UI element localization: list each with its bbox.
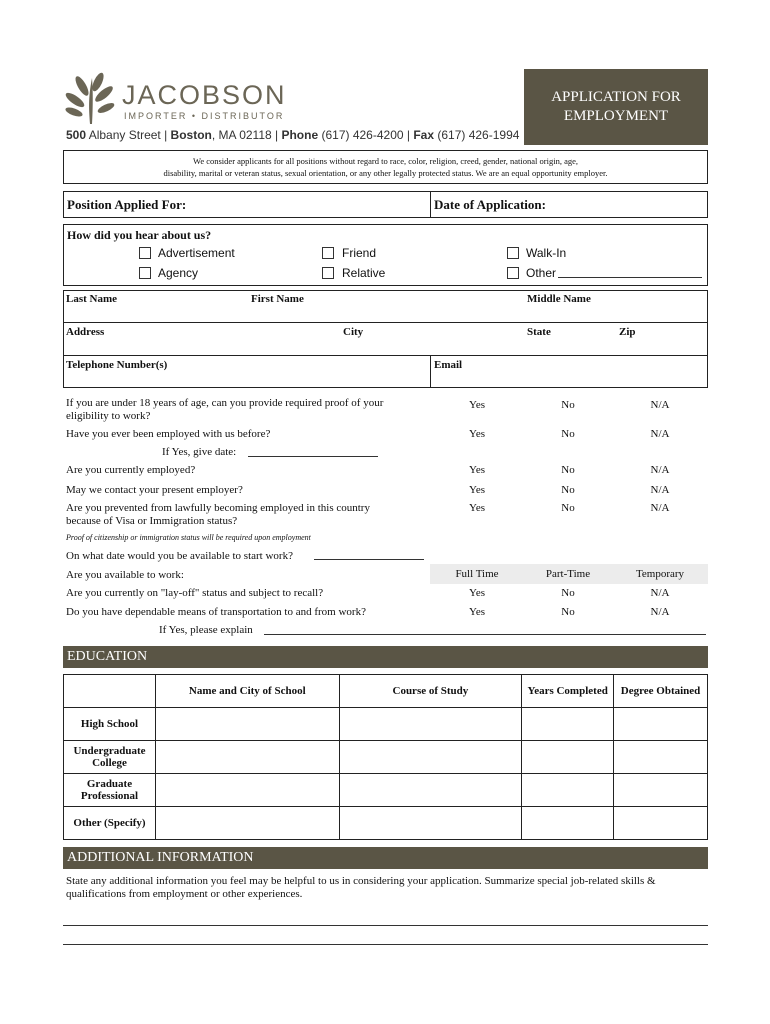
personal-info-grid (63, 290, 708, 388)
question-transportation: Do you have dependable means of transportation to and from work? (66, 606, 366, 618)
label-friend: Friend (342, 246, 377, 260)
edu-row-label: Graduate Professional (64, 774, 156, 807)
checkbox-friend[interactable] (322, 247, 334, 259)
edu-cell[interactable] (522, 807, 614, 840)
edu-cell[interactable] (155, 741, 339, 774)
title-box (524, 69, 708, 145)
additional-line-1[interactable] (63, 925, 708, 926)
q9-yes[interactable]: Yes (468, 606, 485, 618)
other-specify-line[interactable] (558, 277, 702, 278)
city-field[interactable]: City (343, 326, 364, 338)
last-name-field[interactable]: Last Name (66, 293, 118, 305)
label-advertisement: Advertisement (158, 246, 235, 260)
edu-cell[interactable] (155, 774, 339, 807)
q2-date-line[interactable] (248, 456, 378, 457)
start-date-line[interactable] (314, 559, 424, 560)
q4-no[interactable]: No (561, 484, 575, 496)
grid-line-1 (63, 322, 708, 323)
edu-header-years: Years Completed (522, 675, 614, 708)
question-under-18 (66, 397, 383, 423)
q8-yes[interactable]: Yes (468, 587, 485, 599)
brand-tagline: IMPORTER • DISTRIBUTOR (124, 111, 285, 121)
edu-cell[interactable] (155, 708, 339, 741)
q2-yes[interactable]: Yes (468, 428, 485, 440)
grid-line-2 (63, 355, 708, 356)
checkbox-agency[interactable] (139, 267, 151, 279)
temporary-option[interactable]: Temporary (635, 568, 685, 580)
q1-yes[interactable]: Yes (468, 399, 485, 411)
q5-na[interactable]: N/A (650, 502, 670, 514)
notice-line1: We consider applicants for all positions without regard to race, color, religion, creed, gender, national origin, age, (192, 156, 579, 166)
q2-give-date-label: If Yes, give date: (162, 446, 237, 458)
q5-no[interactable]: No (561, 502, 575, 514)
q9-no[interactable]: No (561, 606, 575, 618)
q3-no[interactable]: No (561, 464, 575, 476)
position-divider (430, 191, 431, 218)
phone: (617) 426-4200 | (318, 128, 414, 142)
hear-about-label: How did you hear about us? (67, 228, 212, 242)
edu-cell[interactable] (522, 774, 614, 807)
additional-line1: State any additional information you feel may be helpful to us in considering your application. Summarize special job-related skills & (66, 875, 656, 887)
grid-vline (430, 355, 431, 388)
state-zip: , MA 02118 | (211, 128, 282, 142)
title-line2: EMPLOYMENT (563, 108, 669, 124)
question-visa-status (66, 502, 370, 528)
question-currently-employed: Are you currently employed? (66, 464, 196, 476)
edu-header-course: Course of Study (339, 675, 522, 708)
brand-name: JACOBSON (122, 80, 287, 110)
checkbox-advertisement[interactable] (139, 247, 151, 259)
q2-no[interactable]: No (561, 428, 575, 440)
question-start-date: On what date would you be available to start work? (66, 550, 293, 562)
label-agency: Agency (158, 266, 199, 280)
edu-cell[interactable] (339, 741, 522, 774)
fax: (617) 426-1994 (434, 128, 520, 142)
q3-yes[interactable]: Yes (468, 464, 485, 476)
email-field[interactable]: Email (434, 359, 463, 371)
additional-info-instructions (66, 875, 708, 901)
q1-na[interactable]: N/A (650, 399, 670, 411)
q1-line2: eligibility to work? (66, 410, 151, 422)
edu-cell[interactable] (614, 774, 708, 807)
edu-cell[interactable] (339, 774, 522, 807)
date-of-application-label[interactable]: Date of Application: (434, 197, 546, 212)
company-address (66, 128, 519, 142)
education-table (63, 674, 708, 840)
notice-line2: disability, marital or veteran status, sexual orientation, or any other legally protected status. We are an equal opportunity employer. (163, 168, 608, 178)
additional-line-2[interactable] (63, 944, 708, 945)
edu-row-label: High School (64, 708, 156, 741)
q8-no[interactable]: No (561, 587, 575, 599)
telephone-field[interactable]: Telephone Number(s) (66, 359, 168, 371)
q4-yes[interactable]: Yes (468, 484, 485, 496)
q8-na[interactable]: N/A (650, 587, 670, 599)
part-time-option[interactable]: Part-Time (545, 568, 591, 580)
q9-explain-label: If Yes, please explain (159, 624, 253, 636)
q9-explain-line[interactable] (264, 634, 706, 635)
city: Boston (170, 128, 212, 142)
address-field[interactable]: Address (66, 326, 105, 338)
edu-cell[interactable] (339, 708, 522, 741)
state-field[interactable]: State (527, 326, 551, 338)
proof-note: Proof of citizenship or immigration status will be required upon employment (66, 533, 311, 542)
q5-yes[interactable]: Yes (468, 502, 485, 514)
education-header: EDUCATION (63, 646, 708, 668)
q1-no[interactable]: No (561, 399, 575, 411)
edu-corner-cell (64, 675, 156, 708)
edu-cell[interactable] (614, 807, 708, 840)
position-applied-label[interactable]: Position Applied For: (67, 197, 187, 212)
checkbox-relative[interactable] (322, 267, 334, 279)
question-employed-before: Have you ever been employed with us before? (66, 428, 271, 440)
q3-na[interactable]: N/A (650, 464, 670, 476)
checkbox-walk-in[interactable] (507, 247, 519, 259)
middle-name-field[interactable]: Middle Name (527, 293, 591, 305)
edu-cell[interactable] (339, 807, 522, 840)
q9-na[interactable]: N/A (650, 606, 670, 618)
edu-cell[interactable] (522, 708, 614, 741)
edu-row-label: Other (Specify) (64, 807, 156, 840)
eeo-notice (63, 150, 708, 184)
edu-cell[interactable] (614, 708, 708, 741)
edu-cell[interactable] (614, 741, 708, 774)
label-relative: Relative (342, 266, 386, 280)
q5-line1: Are you prevented from lawfully becoming employed in this country (66, 502, 370, 514)
first-name-field[interactable]: First Name (251, 293, 304, 305)
fax-label: Fax (413, 128, 435, 142)
checkbox-other[interactable] (507, 267, 519, 279)
label-other: Other (526, 266, 557, 280)
q5-line2: because of Visa or Immigration status? (66, 515, 238, 527)
q2-na[interactable]: N/A (650, 428, 670, 440)
question-contact-employer: May we contact your present employer? (66, 484, 243, 496)
zip-field[interactable]: Zip (619, 326, 636, 338)
question-available-to-work: Are you available to work: (66, 569, 184, 581)
leaf-logo-icon (62, 70, 118, 126)
edu-header-degree: Degree Obtained (614, 675, 708, 708)
full-time-option[interactable]: Full Time (455, 568, 499, 580)
phone-label: Phone (281, 128, 319, 142)
edu-cell[interactable] (155, 807, 339, 840)
edu-row-label: Undergraduate College (64, 741, 156, 774)
q4-na[interactable]: N/A (650, 484, 670, 496)
additional-line2: qualifications from employment or other experiences. (66, 888, 303, 900)
additional-info-header: ADDITIONAL INFORMATION (63, 847, 708, 869)
label-walk-in: Walk-In (526, 246, 567, 260)
question-layoff-status: Are you currently on "lay-off" status and subject to recall? (66, 587, 324, 599)
edu-cell[interactable] (522, 741, 614, 774)
street-number: 500 (66, 128, 87, 142)
q1-line1: If you are under 18 years of age, can you provide required proof of your (66, 397, 384, 409)
title-line1: APPLICATION FOR (551, 89, 681, 105)
street: Albany Street | (88, 128, 171, 142)
edu-header-school: Name and City of School (155, 675, 339, 708)
